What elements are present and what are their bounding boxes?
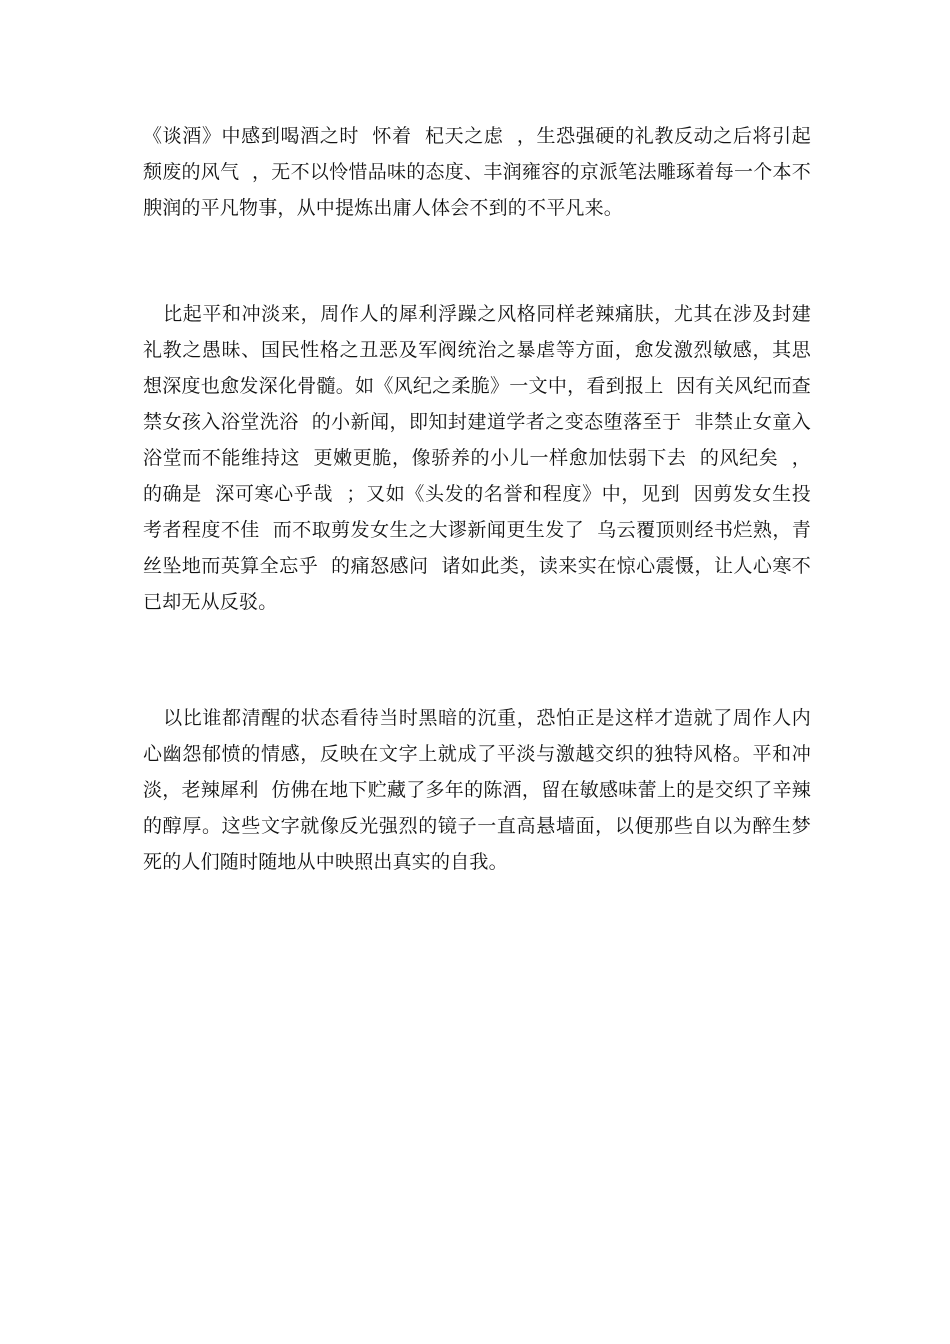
paragraph-conclusion: 以比谁都清醒的状态看待当时黑暗的沉重，恐怕正是这样才造就了周作人内心幽怨郁愤的情感，反映在文字上就成了平淡与激越交织的独特风格。平和冲淡，老辣犀利 仿佛在地下贮藏了多年的陈酒，留在敏感味蕾上的是交织了辛辣的醇厚。这些文字就像反光强烈的镜子一直高悬墙面，以便那些自以为醉生梦死的人们随时随地从中映照出真实的自我。	[143, 707, 811, 873]
paragraph-tan-jiu: 《谈酒》中感到喝酒之时 怀着 杞天之虑 ，生恐强硬的礼教反动之后将引起颓废的风气 ，无不以怜惜品味的态度、丰润雍容的京派笔法雕琢着每一个本不腴润的平凡物事，从中提炼出庸人体会不到的不平凡来。	[143, 125, 811, 219]
paragraph-sharp-style: 比起平和冲淡来，周作人的犀利浮躁之风格同样老辣痛肤，尤其在涉及封建礼教之愚昧、国民性格之丑恶及军阀统治之暴虐等方面，愈发激烈敏感，其思想深度也愈发深化骨髓。如《风纪之柔脆》一文中，看到报上 因有关风纪而查禁女孩入浴堂洗浴 的小新闻，即知封建道学者之变态堕落至于 非禁止女童入浴堂而不能维持这 更嫩更脆，像骄养的小儿一样愈加怯弱下去 的风纪矣 ，的确是 深可寒心乎哉 ；又如《头发的名誉和程度》中，见到 因剪发女生投考者程度不佳 而不取剪发女生之大谬新闻更生发了 乌云覆顶则经书烂熟，青丝坠地而英算全忘乎 的痛怒感问 诸如此类，读来实在惊心震慑，让人心寒不已却无从反驳。	[143, 303, 811, 613]
